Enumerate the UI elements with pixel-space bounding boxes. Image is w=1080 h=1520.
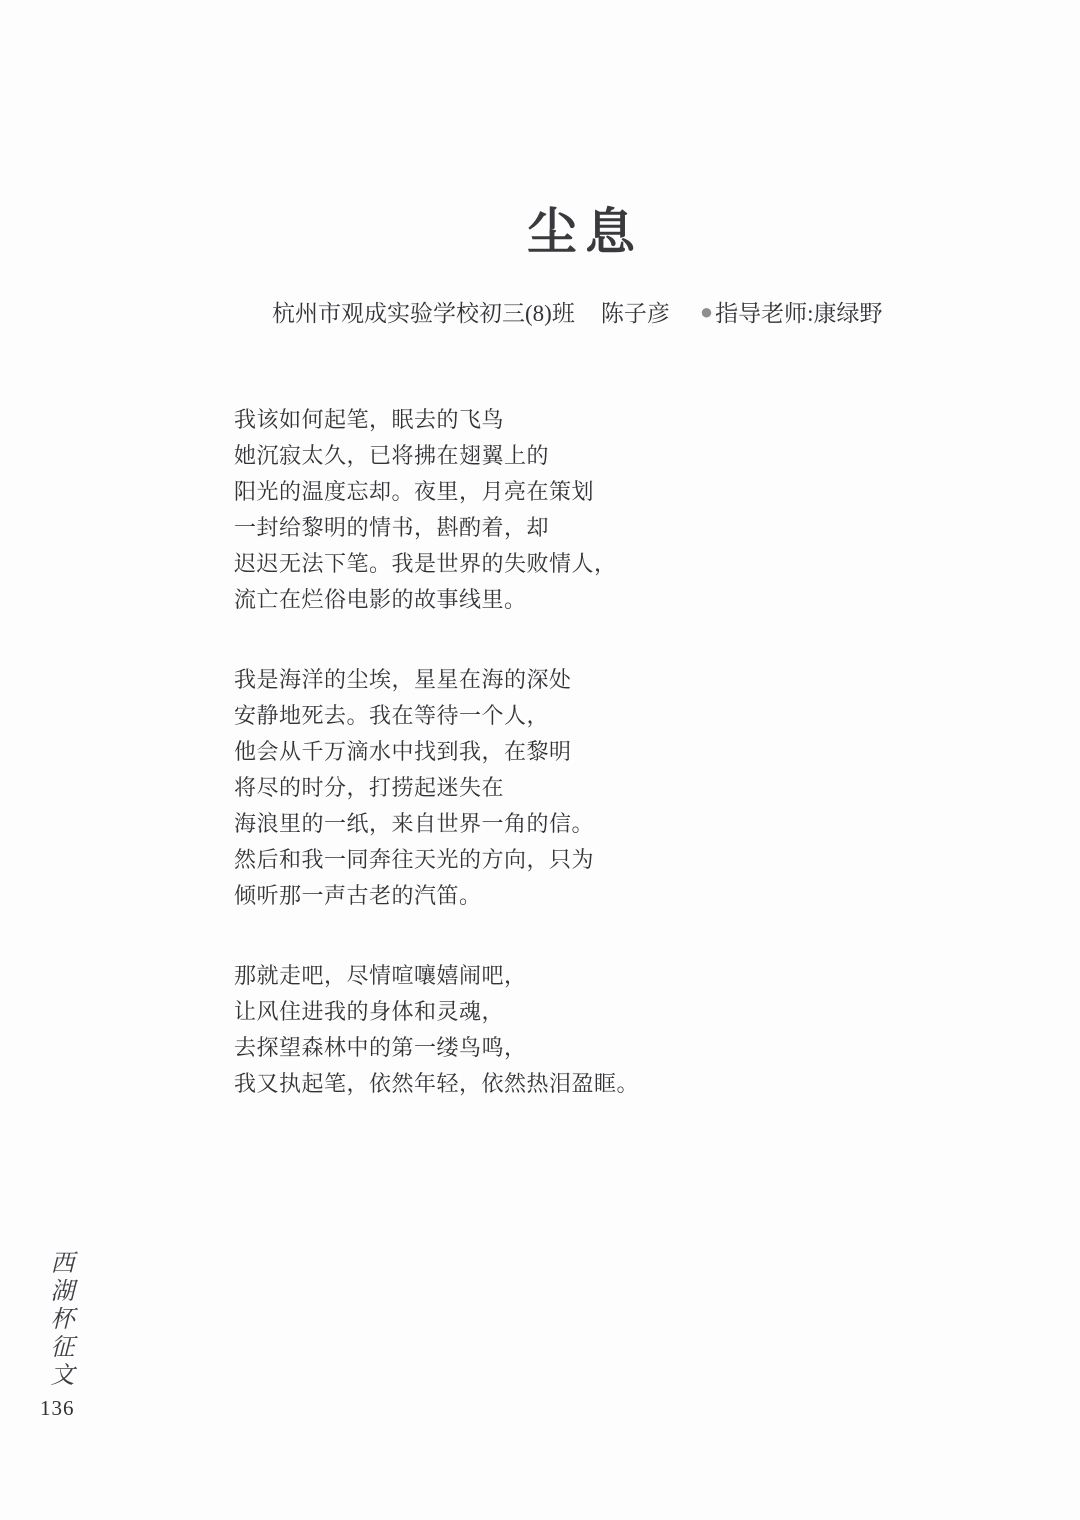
poem-line: 安静地死去。我在等待一个人， [234,703,550,728]
poem-line: 一封给黎明的情书，斟酌着，却 [234,515,550,540]
poem-line: 我该如何起笔，眠去的飞鸟 [234,407,505,432]
byline [272,295,883,328]
poem-line: 让风住进我的身体和灵魂， [234,999,505,1024]
poem-line: 倾听那一声古老的汽笛。 [234,883,482,908]
poem-line: 阳光的温度忘却。夜里，月亮在策划 [234,479,595,504]
poem-line: 将尽的时分，打捞起迷失在 [234,775,505,800]
poem-line: 海浪里的一纸，来自世界一角的信。 [234,811,595,836]
byline-school-class: 杭州市观成实验学校初三(8)班 [272,301,575,326]
poem-line: 我又执起笔，依然年轻，依然热泪盈眶。 [234,1071,640,1096]
page-number: 136 [40,1396,75,1420]
poem-title: 尘息 [527,204,643,260]
poem-body [234,402,639,1102]
poem-line: 他会从千万滴水中找到我，在黎明 [234,739,572,764]
byline-teacher-name: 康绿野 [813,301,883,326]
poem-line: 我是海洋的尘埃，星星在海的深处 [234,667,572,692]
contest-vertical-label: 西湖杯征文 [46,1250,72,1390]
poem-line: 流亡在烂俗电影的故事线里。 [234,587,527,612]
poem-line: 她沉寂太久，已将拂在翅翼上的 [234,443,550,468]
poem-line: 然后和我一同奔往天光的方向，只为 [234,847,595,872]
byline-author: 陈子彦 [600,301,670,326]
poem-line: 去探望森林中的第一缕鸟鸣， [234,1035,527,1060]
stanza [234,958,639,1102]
stanza [234,662,639,914]
footer-sidebar [38,1250,78,1421]
stanza [234,402,639,618]
byline-teacher-label: 指导老师: [715,301,814,326]
poem-line: 迟迟无法下笔。我是世界的失败情人， [234,551,617,576]
bullet-icon: ● [699,298,714,324]
poem-line: 那就走吧，尽情喧嚷嬉闹吧， [234,963,527,988]
